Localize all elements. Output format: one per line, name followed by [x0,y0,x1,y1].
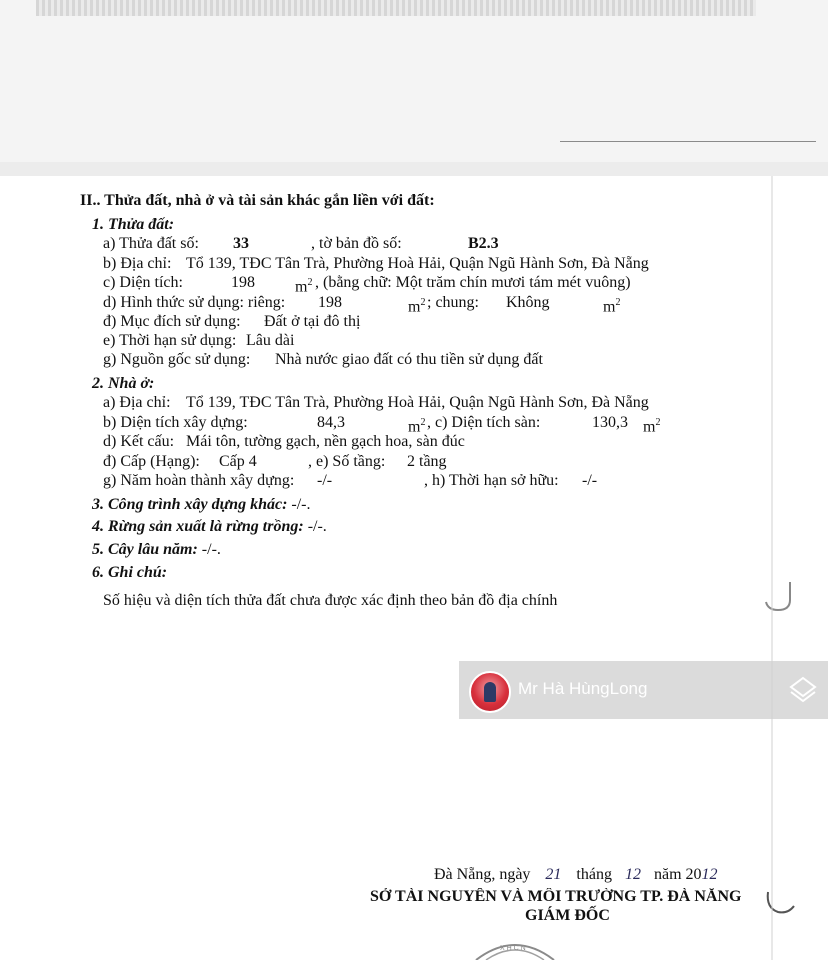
previous-page-scan [0,0,828,163]
date-line [434,866,718,884]
land-address-label: b) Địa chỉ: [103,255,172,272]
parcel-row [103,235,499,253]
build-area-label: b) Diện tích xây dựng: [103,414,248,431]
area-words: , (bằng chữ: Một trăm chín mươi tám mét vuông) [315,274,631,291]
works-heading: 3. Công trình xây dựng khác: [92,496,288,513]
usage-private: 198 [318,294,342,311]
svg-text:X H C N: X H C N [500,945,526,952]
agency-name: SỞ TÀI NGUYÊN VÀ MÔI TRƯỜNG TP. ĐÀ NẴNG [370,888,742,905]
structure: Mái tôn, tường gạch, nền gạch hoa, sàn đúc [186,433,465,450]
date-year: 12 [701,866,718,883]
ownership-term-label: , h) Thời hạn sở hữu: [424,472,559,489]
works-row [92,496,311,514]
completed: -/- [317,472,333,489]
origin: Nhà nước giao đất có thu tiền sử dụng đất [275,351,543,368]
date-day: 21 [545,866,562,883]
usage-form-row: d) Hình thức sử dụng: riêng: 198 $m^2$ ; chung: Không $m^2$ [103,294,621,316]
land-area-row: c) Diện tích: 198 $m^2$ , (bằng chữ: Một trăm chín mươi tám mét vuông) [103,274,631,296]
house-area-row: b) Diện tích xây dựng: 84,3 $m^2$ , c) Diện tích sàn: 130,3 $m^2$ [103,414,661,436]
area-unit: m [295,278,308,296]
month-label: tháng [576,866,612,883]
area-label: c) Diện tích: [103,274,183,291]
agent-name[interactable]: Mr Hà HùngLong [518,679,648,698]
area-value: 198 [231,274,255,291]
completed-row [103,472,598,490]
date-month: 12 [624,866,641,883]
house-address-label: a) Địa chỉ: [103,394,171,411]
structure-row [103,433,465,451]
term-row [103,332,295,350]
official-seal-stamp [470,934,560,960]
signature-rule [560,141,816,142]
term: Lâu dài [246,332,295,349]
page-gap [0,162,828,176]
floors: 2 tầng [407,453,447,470]
floor-area: 130,3 [592,414,628,431]
purpose-label: đ) Mục đích sử dụng: [103,313,241,330]
build-area-unit: m [408,418,421,436]
parcel-label: a) Thửa đất số: [103,235,199,252]
layers-icon [788,675,818,705]
date-prefix: Đà Nẵng, ngày [434,866,531,883]
notes-text: Số hiệu và diện tích thửa đất chưa được xác định theo bản đồ địa chính [103,592,558,609]
signer-title: GIÁM ĐỐC [525,907,610,924]
completed-label: g) Năm hoàn thành xây dựng: [103,472,295,489]
parcel-number: 33 [233,235,249,252]
section-title: II.. Thửa đất, nhà ở và tài sản khác gắn liền với đất: [80,192,435,209]
usage-unit-private: m [408,298,421,316]
forest-heading: 4. Rừng sản xuất là rừng trồng: [92,518,304,535]
perennial-row [92,541,221,559]
land-address: Tổ 139, TĐC Tân Trà, Phường Hoà Hải, Quận Ngũ Hành Sơn, Đà Nẵng [186,255,649,272]
usage-shared: Không [506,294,550,311]
origin-label: g) Nguồn gốc sử dụng: [103,351,251,368]
map-label: , tờ bản đồ số: [311,235,402,252]
floor-area-unit: m [643,418,656,436]
house-address: Tổ 139, TĐC Tân Trà, Phường Hoà Hải, Quận Ngũ Hành Sơn, Đà Nẵng [186,394,649,411]
scan-noise [36,0,756,16]
usage-shared-label: ; chung: [427,294,479,311]
year-label: năm 20 [653,866,702,883]
land-address-row [103,255,649,273]
land-heading: 1. Thửa đất: [92,216,175,233]
floor-area-label: , c) Diện tích sàn: [427,414,541,431]
forest-row [92,518,327,536]
notes-heading: 6. Ghi chú: [92,564,168,581]
structure-label: d) Kết cấu: [103,433,175,450]
usage-unit-shared: m [603,298,616,316]
term-label: e) Thời hạn sử dụng: [103,332,237,349]
house-heading: 2. Nhà ở: [92,375,155,392]
grade-row [103,453,447,471]
agent-avatar[interactable] [469,671,511,713]
origin-row [103,351,543,369]
grade-label: đ) Cấp (Hạng): [103,453,200,470]
purpose-row [103,313,361,331]
perennial-heading: 5. Cây lâu năm: [92,541,198,558]
purpose: Đất ở tại đô thị [264,313,361,330]
grade: Cấp 4 [219,453,257,470]
perennial-value: -/-. [201,541,221,558]
usage-form-label: d) Hình thức sử dụng: riêng: [103,294,286,311]
house-address-row [103,394,649,412]
build-area: 84,3 [317,414,345,431]
paper-edge-line [766,0,776,960]
ownership-term: -/- [582,472,598,489]
floors-label: , e) Số tầng: [308,453,386,470]
forest-value: -/-. [307,518,327,535]
map-number: B2.3 [468,235,499,252]
works-value: -/-. [291,496,311,513]
